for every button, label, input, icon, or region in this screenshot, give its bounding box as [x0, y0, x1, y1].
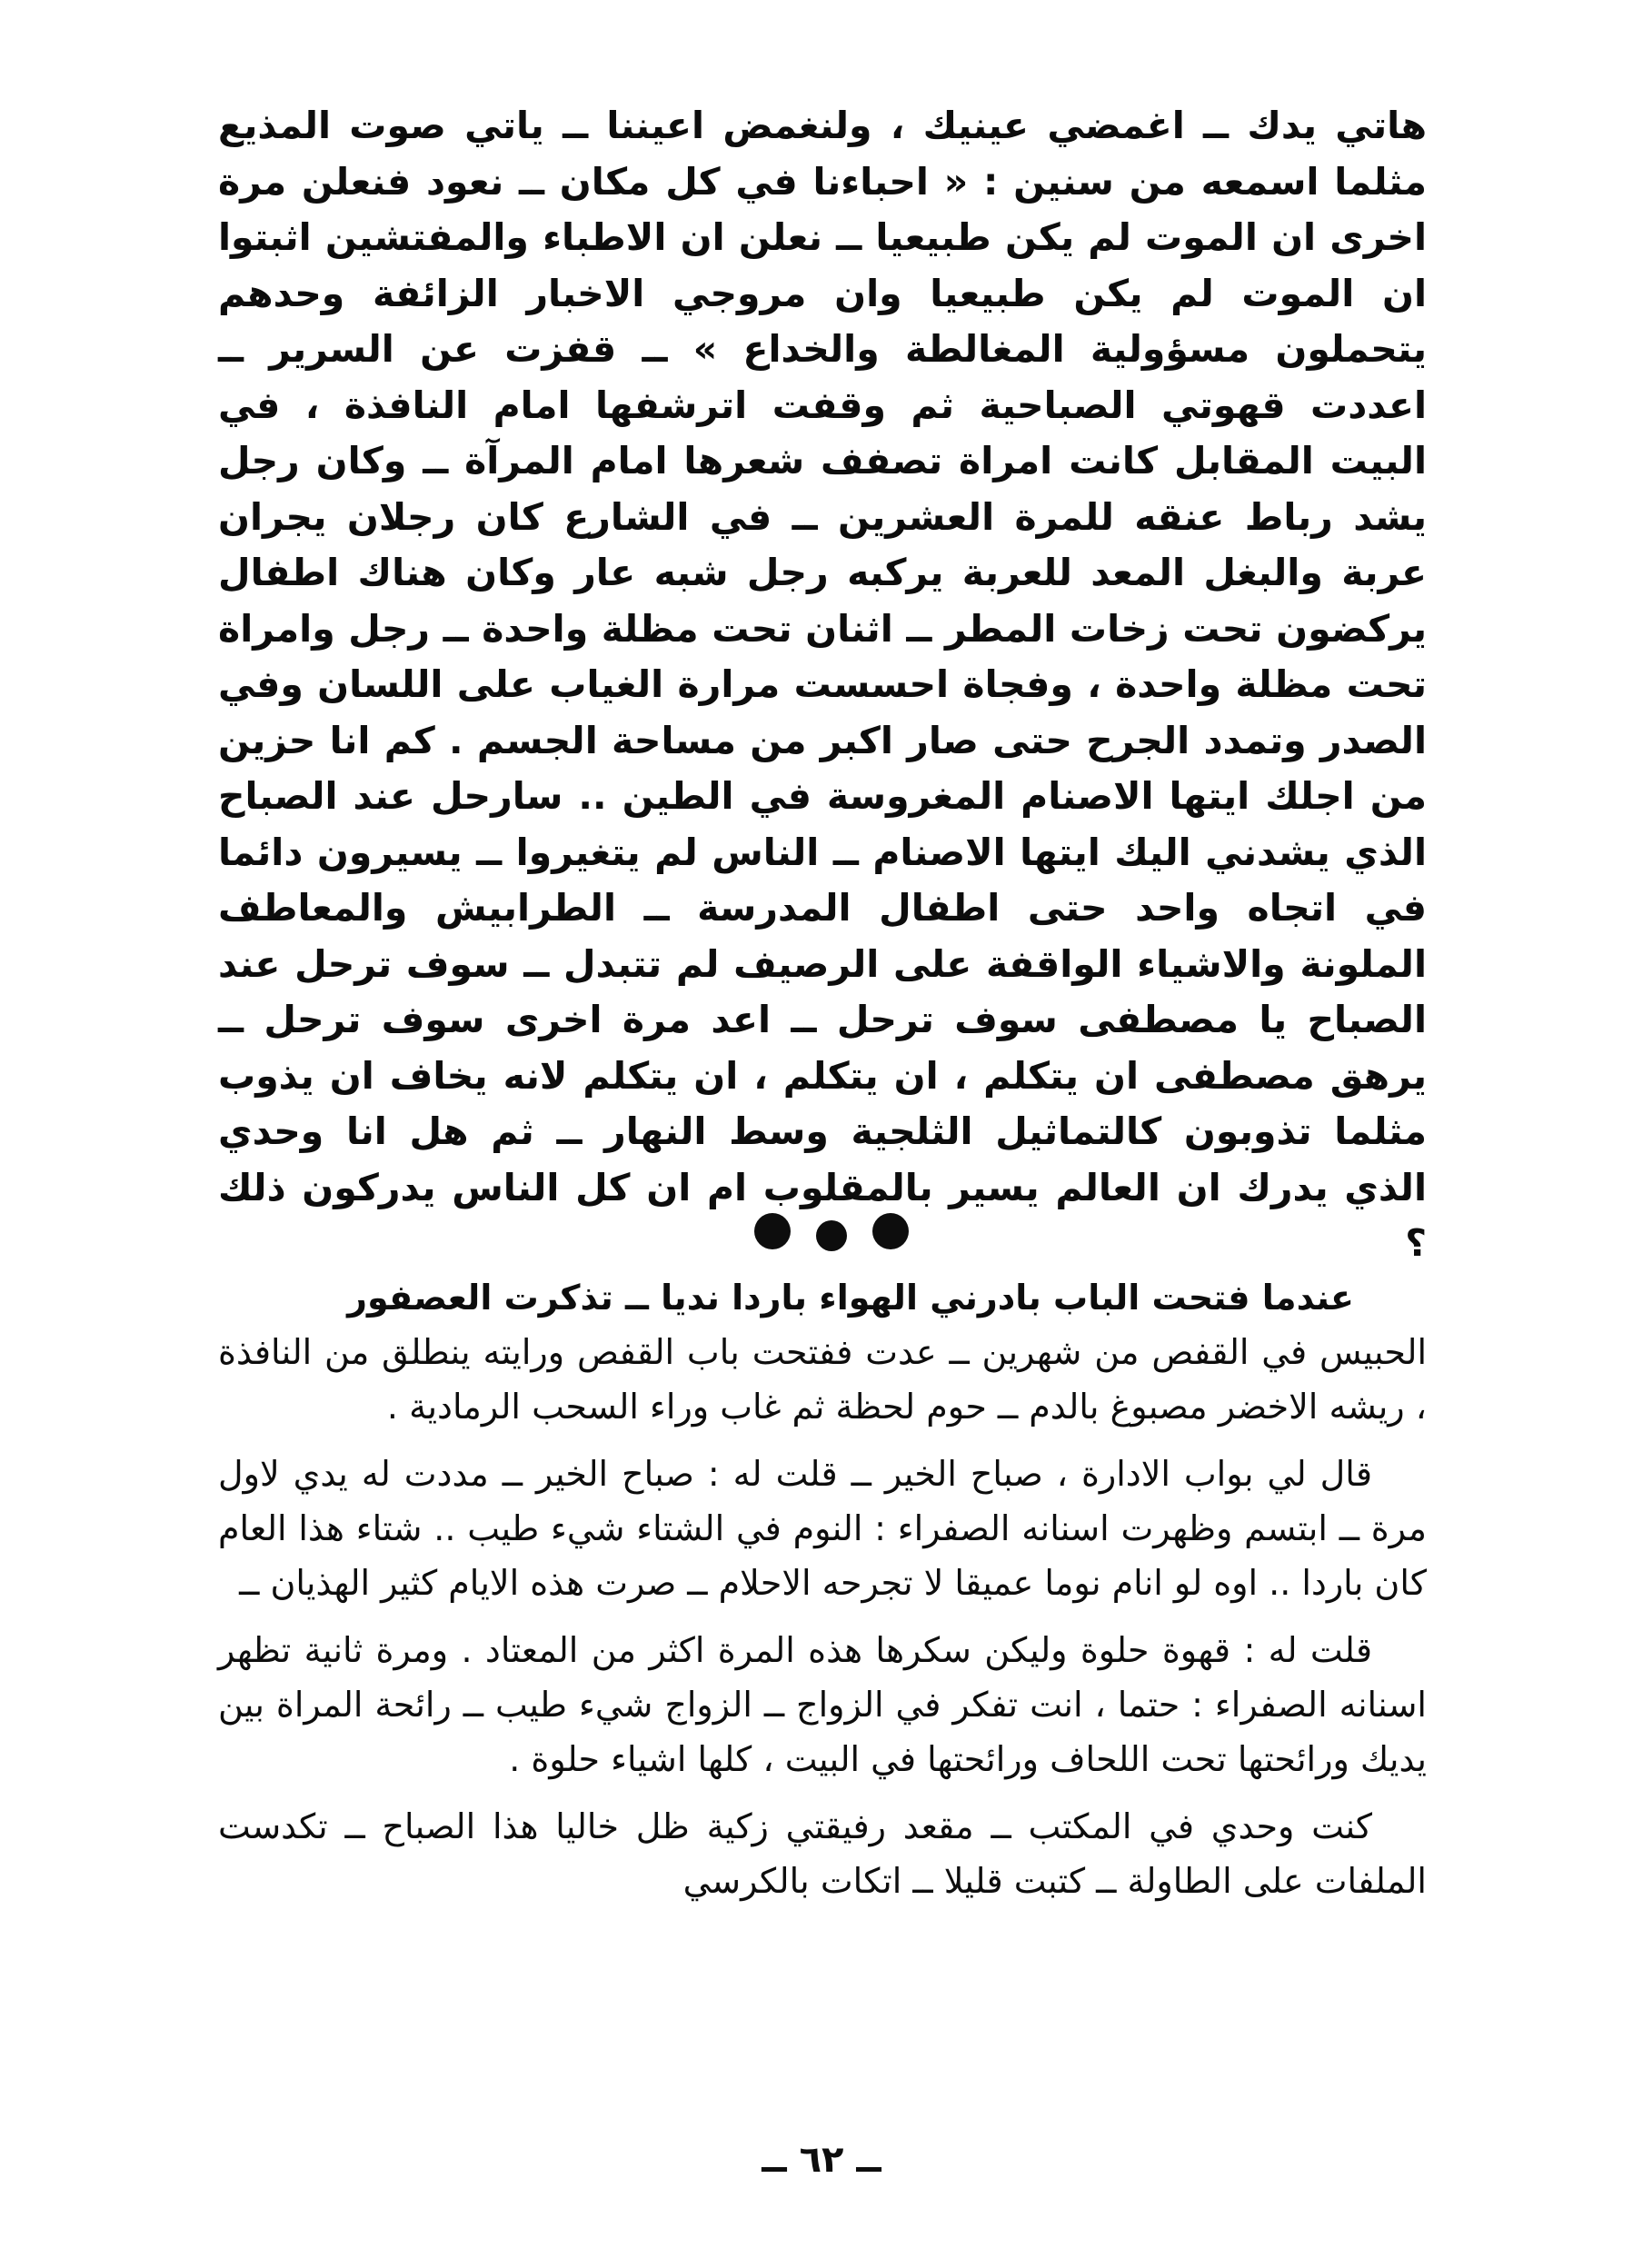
separator-dot [754, 1213, 791, 1249]
section-lead-line: عندما فتحت الباب بادرني الهواء باردا نديا ــ تذكرت العصفور [347, 1278, 1354, 1318]
bold-text-section [218, 98, 1427, 1272]
page-number: ــ ٦٢ ــ [762, 2139, 881, 2181]
separator-dot [816, 1220, 847, 1251]
body-paragraph: قلت له : قهوة حلوة وليكن سكرها هذه المرة اكثر من المعتاد . ومرة ثانية تظهر اسنانه الصفراء : حتما ، انت تفكر في الزواج ــ الزواج شيء طيب ــ رائحة المراة بين يديك ورائحتها تحت اللحاف ورائحتها في البيت ، كلها اشياء حلوة . [218, 1630, 1427, 1779]
body-paragraph: الحبيس في القفص من شهرين ــ عدت ففتحت باب القفص ورايته ينطلق من النافذة ، ريشه الاخضر مصبوغ بالدم ــ حوم لحظة ثم غاب وراء السحب الرمادية . [218, 1332, 1427, 1427]
section-separator-dots [754, 1209, 909, 1254]
body-paragraph: كنت وحدي في المكتب ــ مقعد رفيقتي زكية ظل خاليا هذا الصباح ــ تكدست الملفات على الطاولة ــ كتبت قليلا ــ اتكات بالكرسي [218, 1806, 1427, 1901]
plain-text-section [218, 1270, 1427, 1921]
separator-dot [872, 1213, 909, 1249]
body-paragraph: هاتي يدك ــ اغمضي عينيك ، ولنغمض اعيننا ــ ياتي صوت المذيع مثلما اسمعه من سنين : « احباءنا في كل مكان ــ نعود فنعلن مرة اخرى ان الموت لم يكن طبيعيا ــ نعلن ان الاطباء والمفتشين اثبتوا ان الموت لم يكن طبيعيا وان مروجي الاخبار الزائفة وحدهم يتحملون مسؤولية المغالطة والخداع » ــ قفزت عن السرير ــ اعددت قهوتي الصباحية ثم وقفت اترشفها امام النافذة ، في البيت المقابل كانت امراة تصفف شعرها امام المرآة ــ وكان رجل يشد رباط عنقه للمرة العشرين ــ في الشارع كان رجلان يجران عربة والبغل المعد للعربة يركبه رجل شبه عار وكان هناك اطفال يركضون تحت زخات المطر ــ اثنان تحت مظلة واحدة ــ رجل وامراة تحت مظلة واحدة ، وفجاة احسست مرارة الغياب على اللسان وفي الصدر وتمدد الجرح حتى صار اكبر من مساحة الجسم . كم انا حزين من اجلك ايتها الاصنام المغروسة في الطين .. سارحل عند الصباح الذي يشدني اليك ايتها الاصنام ــ الناس لم يتغيروا ــ يسيرون دائما في اتجاه واحد حتى اطفال المدرسة ــ الطرابيش والمعاطف الملونة والاشياء الواقفة على الرصيف لم تتبدل ــ سوف ترحل عند الصباح يا مصطفى سوف ترحل ــ اعد مرة اخرى سوف ترحل ــ يرهق مصطفى ان يتكلم ، ان يتكلم ، ان يتكلم لانه يخاف ان يذوب مثلما تذوبون كالتماثيل الثلجية وسط النهار ــ ثم هل انا وحدي الذي يدرك ان العالم يسير بالمقلوب ام ان كل الناس يدركون ذلك ؟ [218, 104, 1427, 1265]
body-paragraph: قال لي بواب الادارة ، صباح الخير ــ قلت له : صباح الخير ــ مددت له يدي لاول مرة ــ ابتسم وظهرت اسنانه الصفراء : النوم في الشتاء شيء طيب .. شتاء هذا العام كان باردا .. اوه لو انام نوما عميقا لا تجرحه الاحلام ــ صرت هذه الايام كثير الهذيان ــ [218, 1454, 1427, 1603]
